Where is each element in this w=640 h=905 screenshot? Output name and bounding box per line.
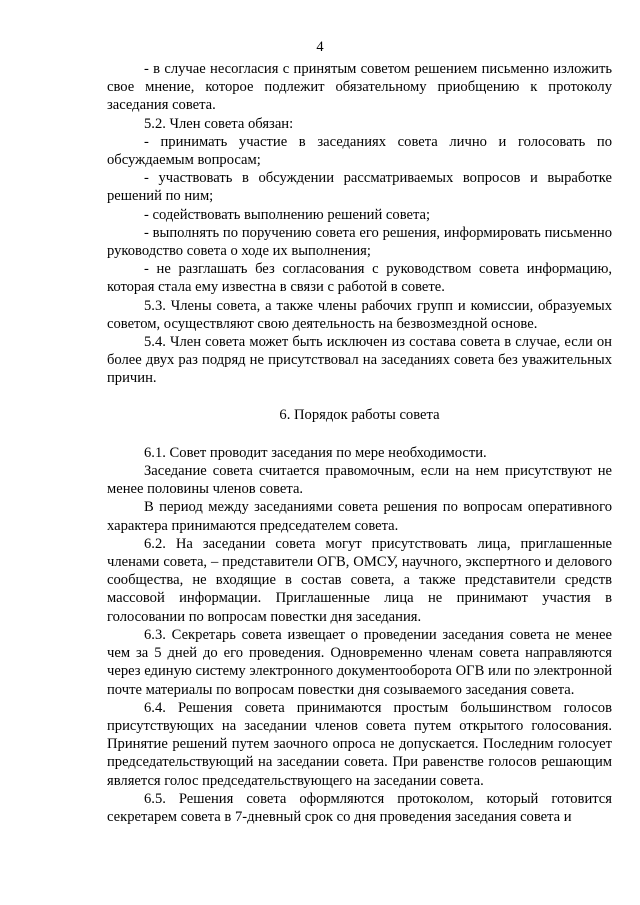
paragraph: - содействовать выполнению решений совета; xyxy=(144,206,431,223)
document-body xyxy=(107,60,612,826)
paragraph: - принимать участие в заседаниях совета лично и голосовать по обсуждаемым вопросам; xyxy=(107,133,612,169)
paragraph: 6.1. Совет проводит заседания по мере необходимости. xyxy=(144,444,487,461)
paragraph: - в случае несогласия с принятым советом решением письменно изложить свое мнение, которое подлежит обязательному приобщению к протоколу заседания совета. xyxy=(107,61,612,114)
paragraph: 6.2. На заседании совета могут присутствовать лица, приглашенные членами совета, – представители ОГВ, ОМСУ, научного, экспертного и делового сообщества, не входящие в состав совета, а также представители средств массовой информации. Приглашенные лица не принимают участия в голосовании по вопросам повестки дня заседания. xyxy=(107,535,612,625)
paragraph: 6.3. Секретарь совета извещает о проведении заседания совета не менее чем за 5 дней до его проведения. Одновременно членам совета направляются через единую систему электронного документооборота ОГВ или по электронной почте материалы по вопросам повестки дня созываемого заседания совета. xyxy=(107,626,612,698)
paragraph: 5.3. Члены совета, а также члены рабочих групп и комиссии, образуемых советом, осуществляют свою деятельность на безвозмездной основе. xyxy=(107,297,612,332)
paragraph: 5.4. Член совета может быть исключен из состава совета в случае, если он более двух раз подряд не присутствовал на заседаниях совета без уважительных причин. xyxy=(107,334,612,387)
paragraph: - не разглашать без согласования с руководством совета информацию, которая стала ему известна в связи с работой в совете. xyxy=(107,261,612,296)
paragraph: Заседание совета считается правомочным, если на нем присутствуют не менее половины членов совета. xyxy=(107,463,612,498)
paragraph: - выполнять по поручению совета его решения, информировать письменно руководство совета о ходе их выполнения; xyxy=(107,224,612,260)
paragraph: 5.2. Член совета обязан: xyxy=(144,115,294,132)
section-heading: 6. Порядок работы совета xyxy=(279,406,440,423)
paragraph: 6.4. Решения совета принимаются простым большинством голосов присутствующих на заседании членов совета путем открытого голосования. Принятие решений путем заочного опроса не допускается. Последним голосует председательствующий на заседании совета. При равенстве голосов решающим является голос председательствующего на заседании совета. xyxy=(107,699,612,789)
paragraph: 6.5. Решения совета оформляются протоколом, который готовится секретарем совета в 7-дневный срок со дня проведения заседания совета и xyxy=(107,790,612,825)
page-number: 4 xyxy=(316,39,324,55)
paragraph: В период между заседаниями совета решения по вопросам оперативного характера принимаются председателем совета. xyxy=(107,499,612,534)
paragraph: - участвовать в обсуждении рассматриваемых вопросов и выработке решений по ним; xyxy=(107,170,612,205)
